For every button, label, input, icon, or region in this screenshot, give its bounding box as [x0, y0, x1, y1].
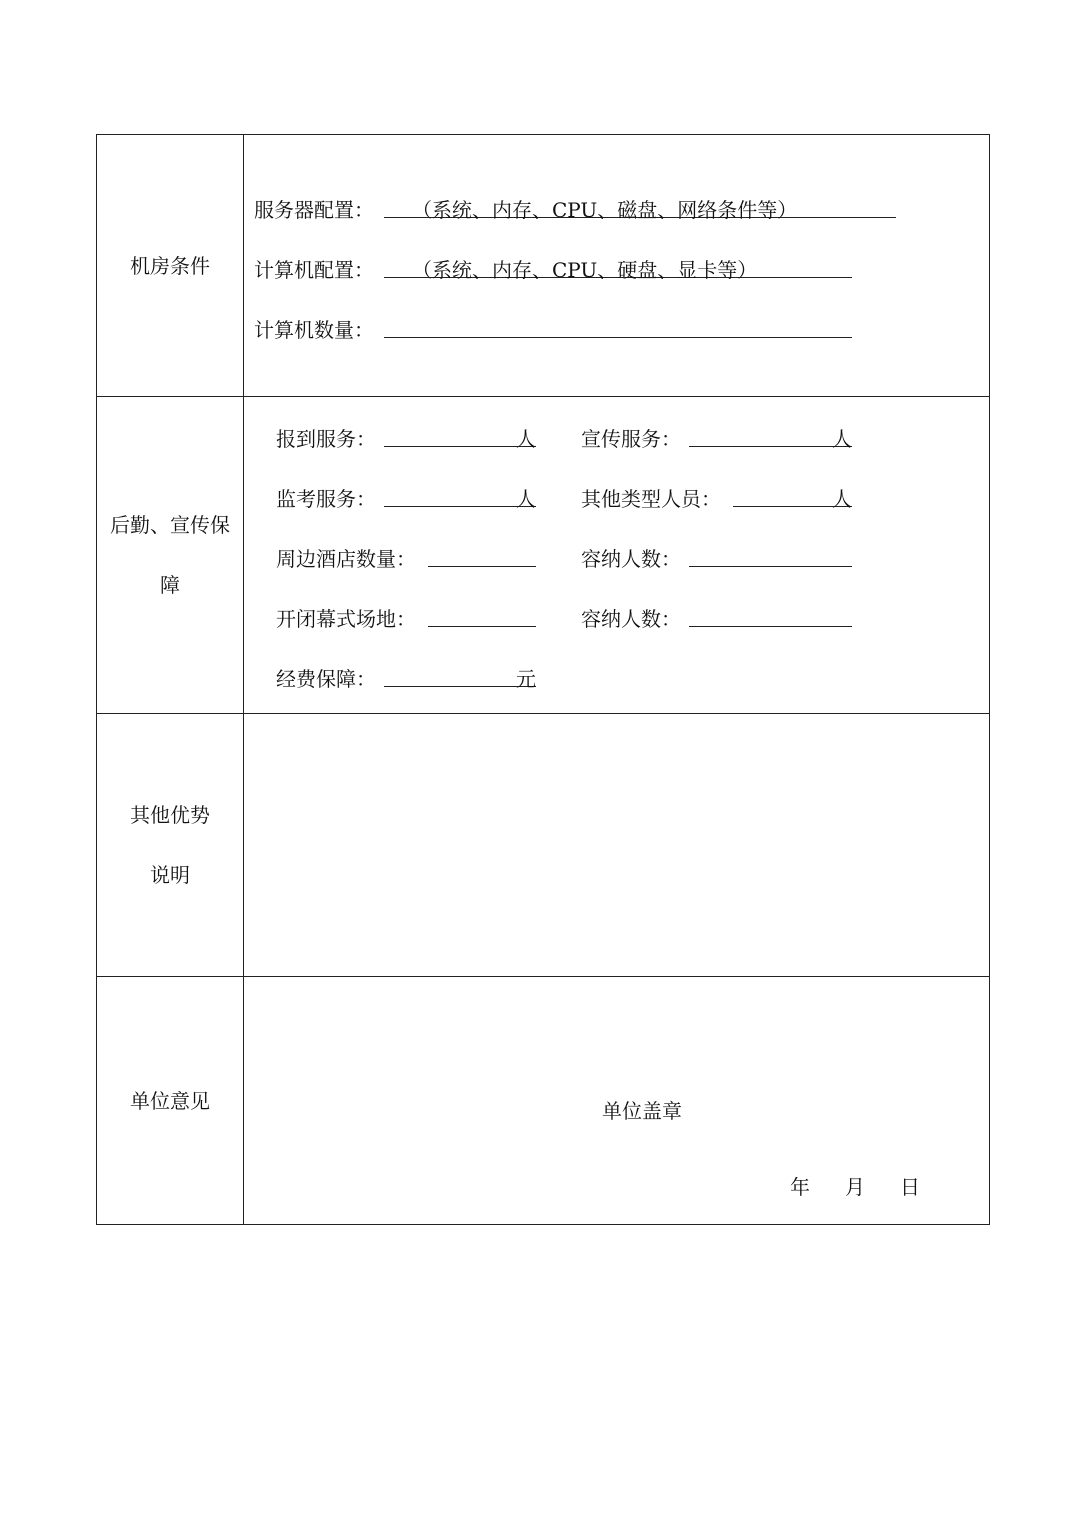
promo-service-field[interactable]	[689, 446, 852, 447]
opinion-label	[97, 977, 244, 1225]
hotel-capacity-field[interactable]	[689, 566, 852, 567]
date-year: 年	[790, 1175, 810, 1199]
proctor-service-field[interactable]	[384, 506, 536, 507]
funding-unit: 元	[516, 667, 536, 691]
advantages-label-line1: 其他优势	[130, 803, 210, 827]
computer-config-hint: （系统、内存、CPU、硬盘、显卡等）	[412, 258, 758, 282]
hotel-count-field[interactable]	[428, 566, 536, 567]
advantages-label	[97, 714, 244, 977]
other-staff-label: 其他类型人员：	[581, 487, 721, 511]
opinion-row	[97, 977, 990, 1225]
room-conditions-content	[244, 135, 990, 397]
advantages-label-line2: 说明	[150, 863, 190, 887]
room-conditions-label	[97, 135, 244, 397]
unit-seal-text: 单位盖章	[602, 1099, 682, 1123]
advantages-row	[97, 714, 990, 977]
proctor-service-label: 监考服务：	[276, 487, 376, 511]
funding-label: 经费保障：	[276, 667, 376, 691]
computer-count-label: 计算机数量：	[254, 318, 374, 342]
venue-field[interactable]	[428, 626, 536, 627]
computer-count-field[interactable]	[384, 337, 852, 338]
server-config-label: 服务器配置：	[254, 198, 374, 222]
proctor-service-unit: 人	[516, 487, 536, 511]
hotel-count-label: 周边酒店数量：	[276, 547, 416, 571]
logistics-label-line2: 障	[160, 573, 180, 597]
logistics-content	[244, 397, 990, 714]
venue-label: 开闭幕式场地：	[276, 607, 416, 631]
date-month: 月	[845, 1175, 865, 1199]
application-form-table	[96, 134, 990, 1225]
hotel-capacity-label: 容纳人数：	[581, 547, 681, 571]
opinion-content-field[interactable]	[244, 977, 990, 1225]
logistics-row	[97, 397, 990, 714]
room-conditions-row	[97, 135, 990, 397]
date-day: 日	[900, 1175, 920, 1199]
other-staff-unit: 人	[832, 487, 852, 511]
advantages-content-field[interactable]	[244, 714, 990, 977]
computer-config-label: 计算机配置：	[254, 258, 374, 282]
venue-capacity-field[interactable]	[689, 626, 852, 627]
server-config-hint: （系统、内存、CPU、磁盘、网络条件等）	[412, 198, 798, 222]
room-conditions-label-text: 机房条件	[130, 253, 210, 278]
checkin-service-unit: 人	[516, 427, 536, 451]
funding-field[interactable]	[384, 686, 536, 687]
promo-service-label: 宣传服务：	[581, 427, 681, 451]
opinion-label-text: 单位意见	[130, 1088, 210, 1113]
checkin-service-label: 报到服务：	[276, 427, 376, 451]
promo-service-unit: 人	[832, 427, 852, 451]
venue-capacity-label: 容纳人数：	[581, 607, 681, 631]
logistics-label	[97, 397, 244, 714]
logistics-label-line1: 后勤、宣传保	[110, 513, 230, 537]
checkin-service-field[interactable]	[384, 446, 536, 447]
